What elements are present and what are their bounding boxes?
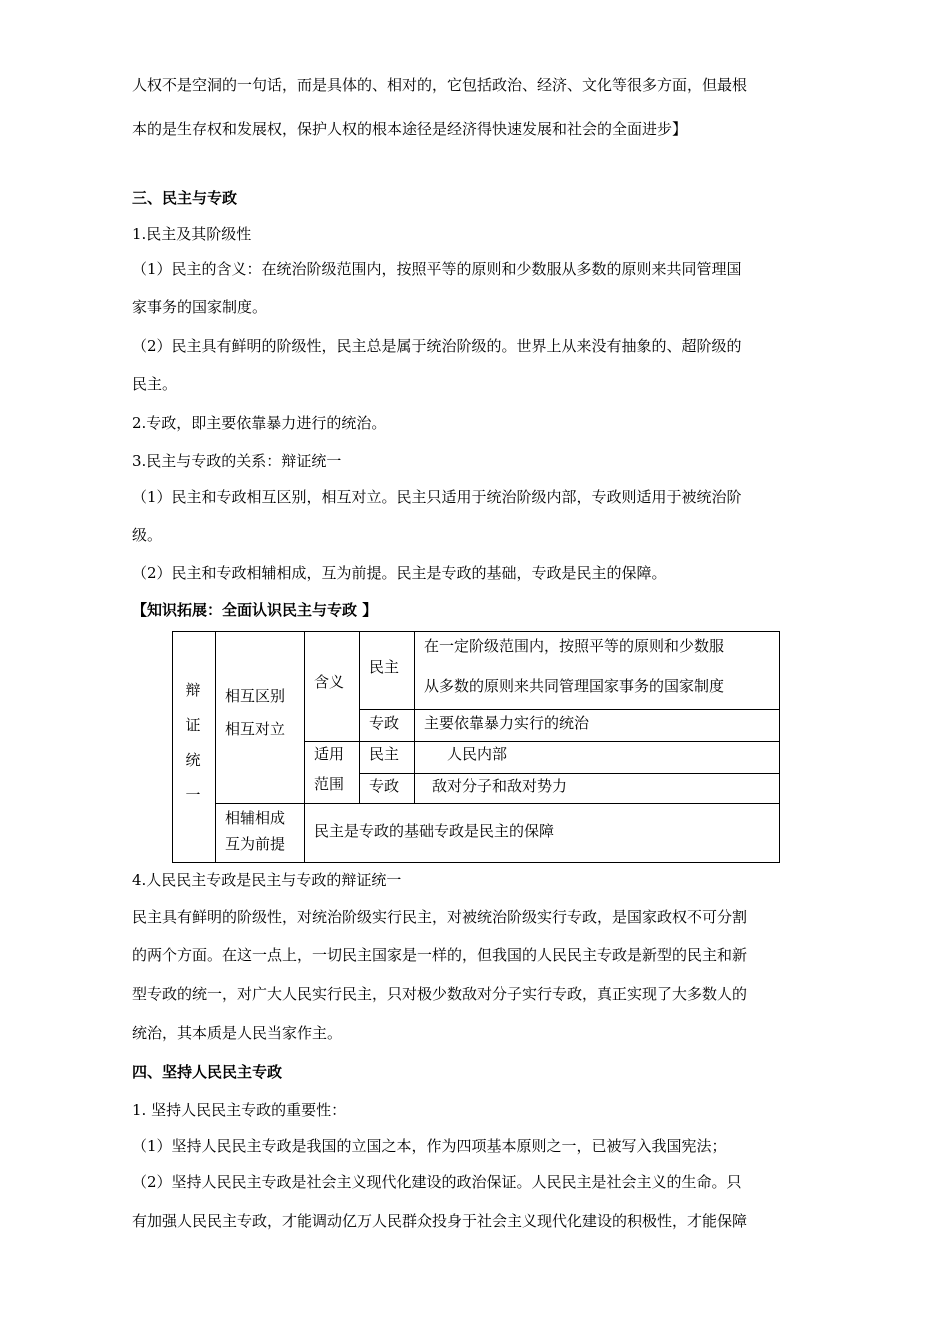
subheading: 2.专政，即主要依靠暴力进行的统治。 <box>132 414 387 432</box>
democracy-dictatorship-table <box>172 631 780 863</box>
paragraph-line: （1）民主和专政相互区别，相互对立。民主只适用于统治阶级内部，专政则适用于被统治阶 <box>132 488 742 506</box>
dictatorship-meaning: 主要依靠暴力实行的统治 <box>424 714 590 732</box>
section-heading: 四、坚持人民民主专政 <box>132 1063 283 1081</box>
paragraph-line: （2）坚持人民民主专政是社会主义现代化建设的政治保证。人民民主是社会主义的生命。只 <box>132 1173 742 1191</box>
dictatorship-scope: 敌对分子和敌对势力 <box>432 777 568 795</box>
subheading: 1. 坚持人民民主专政的重要性： <box>132 1101 347 1119</box>
democracy-label: 民主 <box>369 658 400 676</box>
knowledge-expansion-heading: 【知识拓展：全面认识民主与专政 】 <box>132 601 378 619</box>
scope-label: 适用 <box>314 745 345 763</box>
paragraph-line: 民主具有鲜明的阶级性，对统治阶级实行民主，对被统治阶级实行专政，是国家政权不可分割 <box>132 908 748 926</box>
scope-label: 范围 <box>314 775 345 793</box>
dictatorship-label: 专政 <box>369 777 400 795</box>
paragraph-line: （1）坚持人民民主专政是我国的立国之本，作为四项基本原则之一，已被写入我国宪法； <box>132 1137 727 1155</box>
paragraph-line: 统治，其本质是人民当家作主。 <box>132 1024 343 1042</box>
paragraph-line: 有加强人民民主专政，才能调动亿万人民群众投身于社会主义现代化建设的积极性，才能保障 <box>132 1212 748 1230</box>
paragraph-line: （2）民主和专政相辅相成，互为前提。民主是专政的基础，专政是民主的保障。 <box>132 564 667 582</box>
paragraph-line: 人权不是空洞的一句话，而是具体的、相对的，它包括政治、经济、文化等很多方面，但最根 <box>132 76 748 94</box>
distinct-label: 相互区别 <box>225 687 286 705</box>
paragraph-line: 本的是生存权和发展权，保护人权的根本途径是经济得快速发展和社会的全面进步】 <box>132 120 688 138</box>
mutual-label: 相辅相成 <box>225 809 286 827</box>
democracy-meaning-line: 在一定阶级范围内，按照平等的原则和少数服 <box>424 637 725 655</box>
paragraph-line: 级。 <box>132 526 163 544</box>
subheading: 1.民主及其阶级性 <box>132 225 252 243</box>
dialectical-unity-label: 辩 证 统 一 <box>185 681 201 804</box>
paragraph-line: 家事务的国家制度。 <box>132 298 268 316</box>
subheading: 4.人民民主专政是民主与专政的辩证统一 <box>132 871 402 889</box>
paragraph-line: 型专政的统一，对广大人民实行民主，只对极少数敌对分子实行专政，真正实现了大多数人的 <box>132 985 748 1003</box>
democracy-scope: 人民内部 <box>447 745 508 763</box>
mutual-text: 民主是专政的基础专政是民主的保障 <box>314 822 555 840</box>
democracy-meaning-line: 从多数的原则来共同管理国家事务的国家制度 <box>424 677 725 695</box>
paragraph-line: 民主。 <box>132 375 178 393</box>
democracy-label: 民主 <box>369 745 400 763</box>
paragraph-line: （1）民主的含义：在统治阶级范围内，按照平等的原则和少数服从多数的原则来共同管理国 <box>132 260 742 278</box>
meaning-label: 含义 <box>314 673 345 691</box>
dictatorship-label: 专政 <box>369 714 400 732</box>
paragraph-line: （2）民主具有鲜明的阶级性，民主总是属于统治阶级的。世界上从来没有抽象的、超阶级的 <box>132 337 742 355</box>
premise-label: 互为前提 <box>225 835 286 853</box>
opposed-label: 相互对立 <box>225 720 286 738</box>
subheading: 3.民主与专政的关系：辩证统一 <box>132 452 342 470</box>
section-heading: 三、民主与专政 <box>132 189 238 207</box>
paragraph-line: 的两个方面。在这一点上，一切民主国家是一样的，但我国的人民民主专政是新型的民主和新 <box>132 946 748 964</box>
